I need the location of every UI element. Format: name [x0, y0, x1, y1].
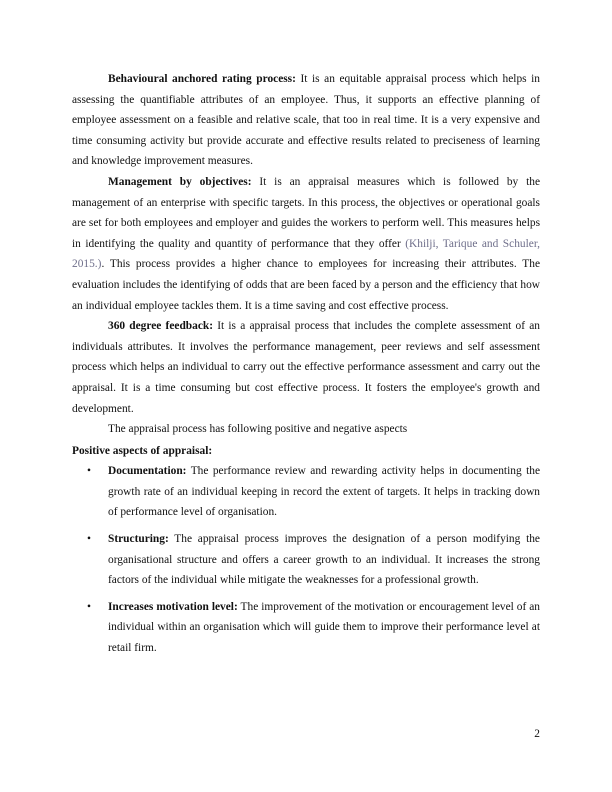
bullet-icon: •	[87, 600, 91, 613]
list-item-term: Structuring:	[108, 533, 169, 546]
positive-aspects-list	[72, 461, 540, 658]
list-item-term: Increases motivation level:	[108, 600, 238, 613]
list-item-text: The improvement of the motivation or encouragement level of an individual within an organisation which will guide them to improve their performance level at retail firm.	[108, 600, 540, 655]
paragraph-management-by-objectives	[72, 172, 540, 316]
list-item-documentation	[72, 461, 540, 523]
paragraph-text: . This process provides a higher chance to employees for increasing their attributes. The evaluation includes the identifying of odds that are been faced by a person and the efficiency that how an individual employee tackles them. It is a time saving and cost effective process.	[72, 258, 540, 312]
section-heading-text: Positive aspects of appraisal:	[72, 444, 213, 457]
list-item-term: Documentation:	[108, 465, 187, 478]
paragraph-aspects-intro	[72, 419, 540, 440]
list-item-text: The performance review and rewarding activity helps in documenting the growth rate of an individual keeping in record the extent of targets. It helps in tracking down of performance level of organisation.	[108, 465, 540, 519]
paragraph-behavioural-anchored-rating	[72, 69, 540, 172]
paragraph-text: It is an appraisal measures which is followed by the management of an enterprise with specific targets. In this process, the objectives or operational goals are set for both employees and employer and guides the workers to perform well. This measures helps in identifying the quality and quantity of performance that they offer	[72, 175, 540, 250]
paragraph-text: It is an equitable appraisal process which helps in assessing the quantifiable attributes of an employee. Thus, it supports an effective planning of employee assessment on a feasible and relative scale, that too in real time. It is a very expensive and time consuming activity but provide accurate and effective results related to preciseness of learning and knowledge improvement measures.	[72, 73, 541, 168]
page-number: 2	[534, 728, 540, 740]
list-item-structuring	[72, 529, 540, 591]
term-360-degree-feedback: 360 degree feedback:	[108, 320, 214, 333]
term-behavioural-anchored-rating: Behavioural anchored rating process:	[108, 73, 296, 85]
term-management-by-objectives: Management by objectives:	[108, 175, 252, 188]
list-item-text: The appraisal process improves the designation of a person modifying the organisational structure and offers a career growth to an individual. It increases the strong factors of the individual while mitigate the weaknesses for a professional growth.	[108, 533, 540, 587]
bullet-icon: •	[87, 465, 91, 478]
paragraph-360-degree-feedback	[72, 316, 540, 419]
list-item-motivation	[72, 597, 540, 659]
page-content	[72, 69, 540, 665]
bullet-icon: •	[87, 533, 91, 546]
paragraph-text: The appraisal process has following positive and negative aspects	[108, 423, 408, 436]
section-heading	[72, 441, 540, 462]
paragraph-text: It is a appraisal process that includes the complete assessment of an individuals attributes. It involves the performance management, peer reviews and self assessment process which helps an individual to carry out the effective performance assessment and carry out the appraisal. It is a time consuming but cost effective process. It fosters the employee's growth and development.	[72, 320, 540, 415]
citation: (Khilji, Tarique and Schuler, 2015.)	[72, 237, 540, 271]
